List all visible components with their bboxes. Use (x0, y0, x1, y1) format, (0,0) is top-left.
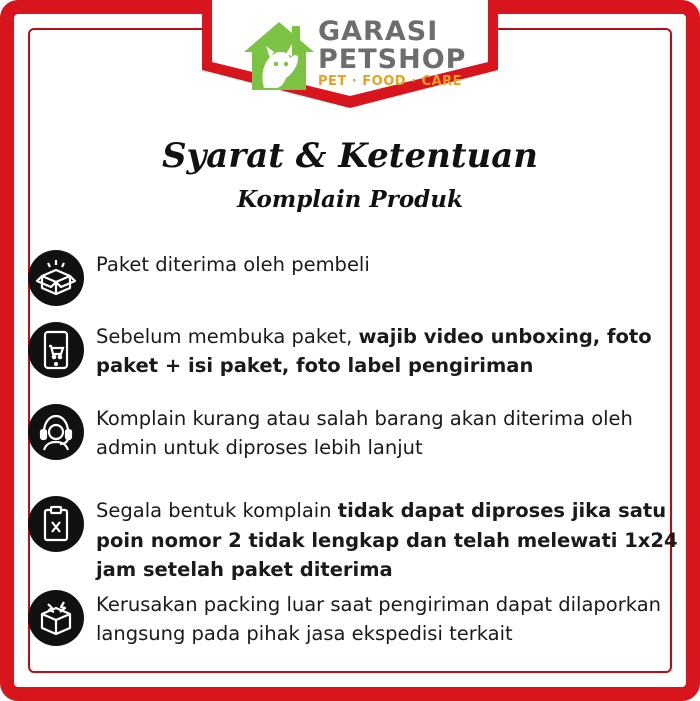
term-text-part: Sebelum membuka paket, (96, 325, 359, 348)
term-text-3 (96, 404, 686, 462)
term-text-4 (96, 496, 686, 585)
term-text-part: Kerusakan packing luar saat pengiriman dapat dilaporkan langsung pada pihak jasa ekspedisi terkait (96, 593, 662, 645)
term-text-5 (96, 590, 686, 648)
brand-name-line1: GARASI (318, 16, 439, 47)
term-text-bold: tidak dapat diproses jika satu poin nomor 2 tidak lengkap dan telah melewati 1x24 jam setelah paket diterima (96, 499, 678, 581)
brand-name-line2: PETSHOP (318, 44, 467, 75)
term-text-part: Komplain kurang atau salah barang akan diterima oleh admin untuk diproses lebih lanjut (96, 407, 633, 459)
customer-service-icon (28, 404, 84, 460)
page-title: Syarat & Ketentuan (161, 136, 539, 176)
term-text-bold: wajib video unboxing, foto paket + isi paket, foto label pengiriman (96, 325, 652, 377)
term-text-2 (96, 322, 686, 380)
page-subtitle: Komplain Produk (237, 186, 463, 213)
brand-tagline: PET · FOOD · CARE (318, 74, 463, 89)
brand-text (318, 18, 478, 89)
term-text-part: Paket diterima oleh pembeli (96, 253, 370, 276)
garasi-petshop-logo-icon (240, 18, 318, 98)
term-text-part: Segala bentuk komplain (96, 499, 338, 522)
tablet-cart-icon (28, 322, 84, 378)
term-text-1 (96, 250, 686, 279)
open-box-icon (28, 250, 84, 306)
clipboard-x-icon (28, 496, 84, 552)
damaged-box-icon (28, 590, 84, 646)
